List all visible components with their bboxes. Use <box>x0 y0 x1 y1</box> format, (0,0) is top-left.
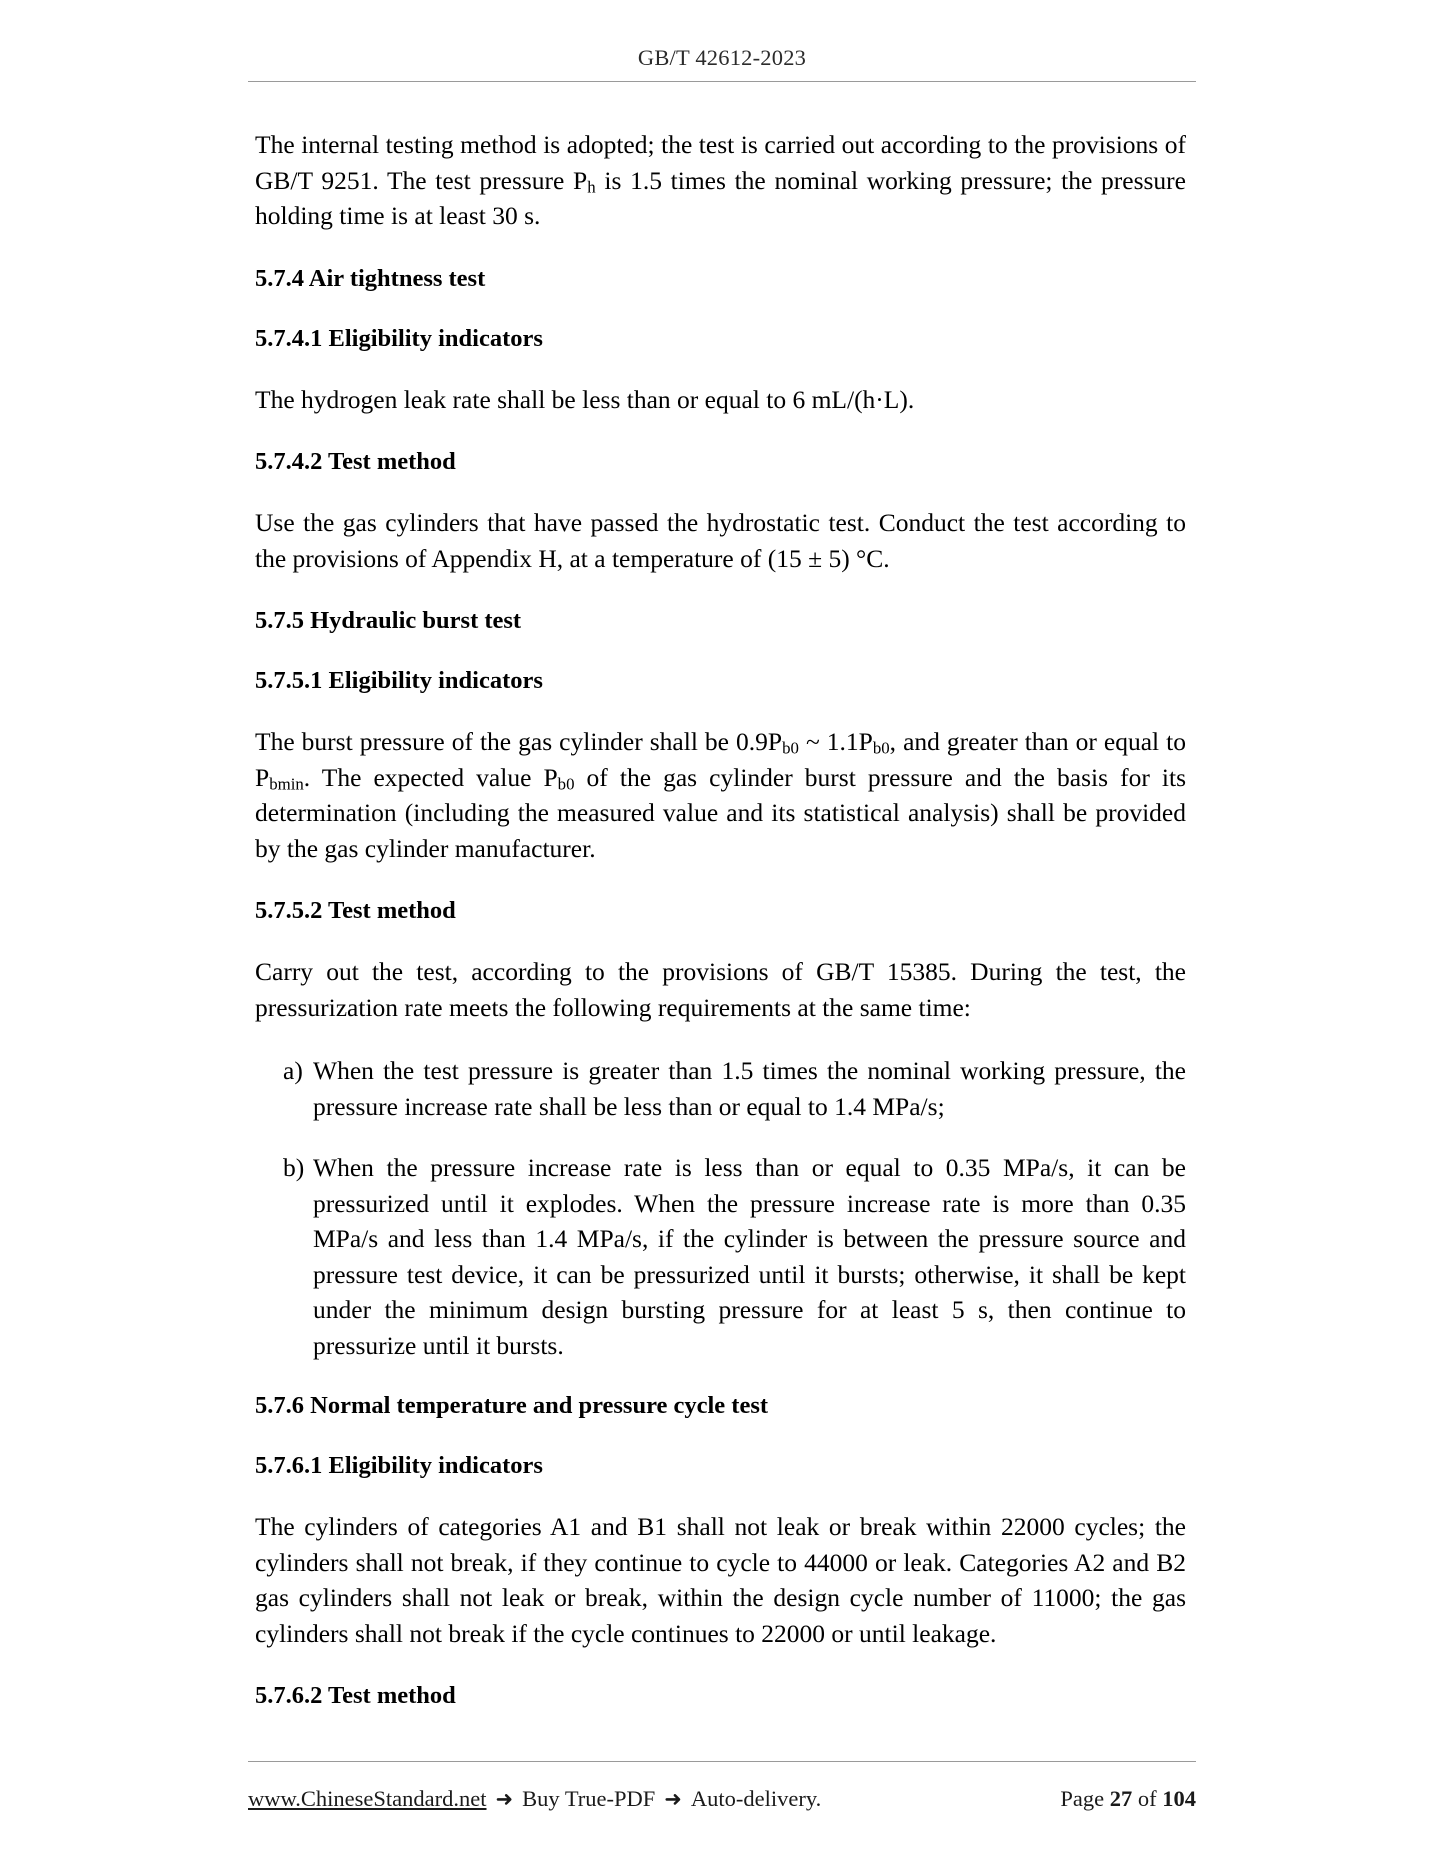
subscript-b0-first: b0 <box>782 738 799 758</box>
intro-text-part2: is 1.5 times the nominal working pressure; the pressure holding time is at least 30 s. <box>255 165 1186 230</box>
page-indicator <box>1060 1786 1196 1812</box>
heading-5-7-4-2: 5.7.4.2 Test method <box>255 448 456 475</box>
heading-5-7-5: 5.7.5 Hydraulic burst test <box>255 607 522 634</box>
total-page-count: 104 <box>1162 1786 1196 1811</box>
heading-5-7-5-1: 5.7.5.1 Eligibility indicators <box>255 667 543 694</box>
burst-text-part4: . The expected value P <box>303 762 558 792</box>
burst-text-part3: , and greater than or equal to P <box>255 727 1187 792</box>
heading-5-7-6: 5.7.6 Normal temperature and pressure cycle test <box>255 1392 769 1419</box>
paragraph-burst-pressure <box>255 724 1186 866</box>
list-marker-a: a) <box>283 1056 303 1085</box>
burst-text-part2: ~ 1.1P <box>798 727 873 756</box>
heading-5-7-4: 5.7.4 Air tightness test <box>255 264 486 292</box>
paragraph-air-tightness-test-method: Use the gas cylinders that have passed the hydrostatic test. Conduct the test according to the provisions of Appendix H, at a temperature of (15 ± 5) °C. <box>255 508 1186 573</box>
standard-code-header: GB/T 42612-2023 <box>637 45 807 70</box>
list-item-text-a: When the test pressure is greater than 1.5 times the nominal working pressure, the pressure increase rate shall be less than or equal to 1.4 MPa/s; <box>313 1056 1186 1121</box>
list-marker-b: b) <box>283 1153 305 1182</box>
heading-5-7-6-1: 5.7.6.1 Eligibility indicators <box>255 1452 543 1479</box>
subscript-h: h <box>587 177 596 197</box>
subscript-b0-third: b0 <box>557 774 575 794</box>
arrow-right-icon: ➜ <box>495 1787 514 1811</box>
footer-promo <box>248 1786 821 1812</box>
paragraph-cycle-test-indicators: The cylinders of categories A1 and B1 shall not leak or break within 22000 cycles; the cylinders shall not break, if they continue to cycle to 44000 or leak. Categories A2 and B2 gas cylinders shall not leak or break, within the design cycle number of 11000; the gas cylinders shall not break if the cycle continues to 22000 or until leakage. <box>255 1512 1186 1648</box>
page-footer <box>248 1786 1196 1812</box>
paragraph-burst-test-method: Carry out the test, according to the provisions of GB/T 15385. During the test, the pressurization rate meets the following requirements at the same time: <box>255 957 1186 1022</box>
website-link[interactable]: www.ChineseStandard.net <box>248 1786 487 1811</box>
subscript-bmin: bmin <box>269 774 304 794</box>
list-item <box>255 1053 1186 1124</box>
footer-divider <box>248 1761 1196 1762</box>
list-item-text-b: When the pressure increase rate is less than or equal to 0.35 MPa/s, it can be pressurized until it explodes. When the pressure increase rate is more than 0.35 MPa/s and less than 1.4 MPa/s, if the cylinder is between the pressure source and pressure test device, it can be pressurized until it bursts; otherwise, it shall be kept under the minimum design bursting pressure for at least 5 s, then continue to pressurize until it bursts. <box>313 1153 1186 1360</box>
subscript-b0-second: b0 <box>872 738 890 758</box>
intro-text-part1: The internal testing method is adopted; the test is carried out according to the provisions of GB/T 9251. The test pressure P <box>255 130 1186 195</box>
header-divider <box>248 81 1196 82</box>
arrow-right-icon-2: ➜ <box>664 1787 682 1811</box>
pressurization-requirements-list <box>255 1053 1186 1363</box>
buy-true-pdf-label: Buy True-PDF <box>522 1786 656 1811</box>
list-item <box>255 1150 1186 1363</box>
heading-5-7-5-2: 5.7.5.2 Test method <box>255 897 456 924</box>
heading-5-7-6-2: 5.7.6.2 Test method <box>255 1682 456 1709</box>
page-label: Page <box>1060 1786 1105 1811</box>
burst-text-part1: The burst pressure of the gas cylinder shall be 0.9P <box>255 727 783 756</box>
of-label: of <box>1137 1786 1157 1811</box>
paragraph-internal-testing-method <box>255 127 1186 234</box>
burst-text-part5: of the gas cylinder burst pressure and the basis for its determination (including the measured value and its statistical analysis) shall be provided by the gas cylinder manufacturer. <box>255 762 1186 863</box>
paragraph-hydrogen-leak-rate: The hydrogen leak rate shall be less than or equal to 6 mL/(h·L). <box>255 384 915 414</box>
auto-delivery-label: Auto-delivery. <box>690 1786 822 1811</box>
heading-5-7-4-1: 5.7.4.1 Eligibility indicators <box>255 324 543 352</box>
current-page-number: 27 <box>1109 1786 1133 1811</box>
document-content <box>255 127 1186 1739</box>
page-header <box>248 44 1196 71</box>
